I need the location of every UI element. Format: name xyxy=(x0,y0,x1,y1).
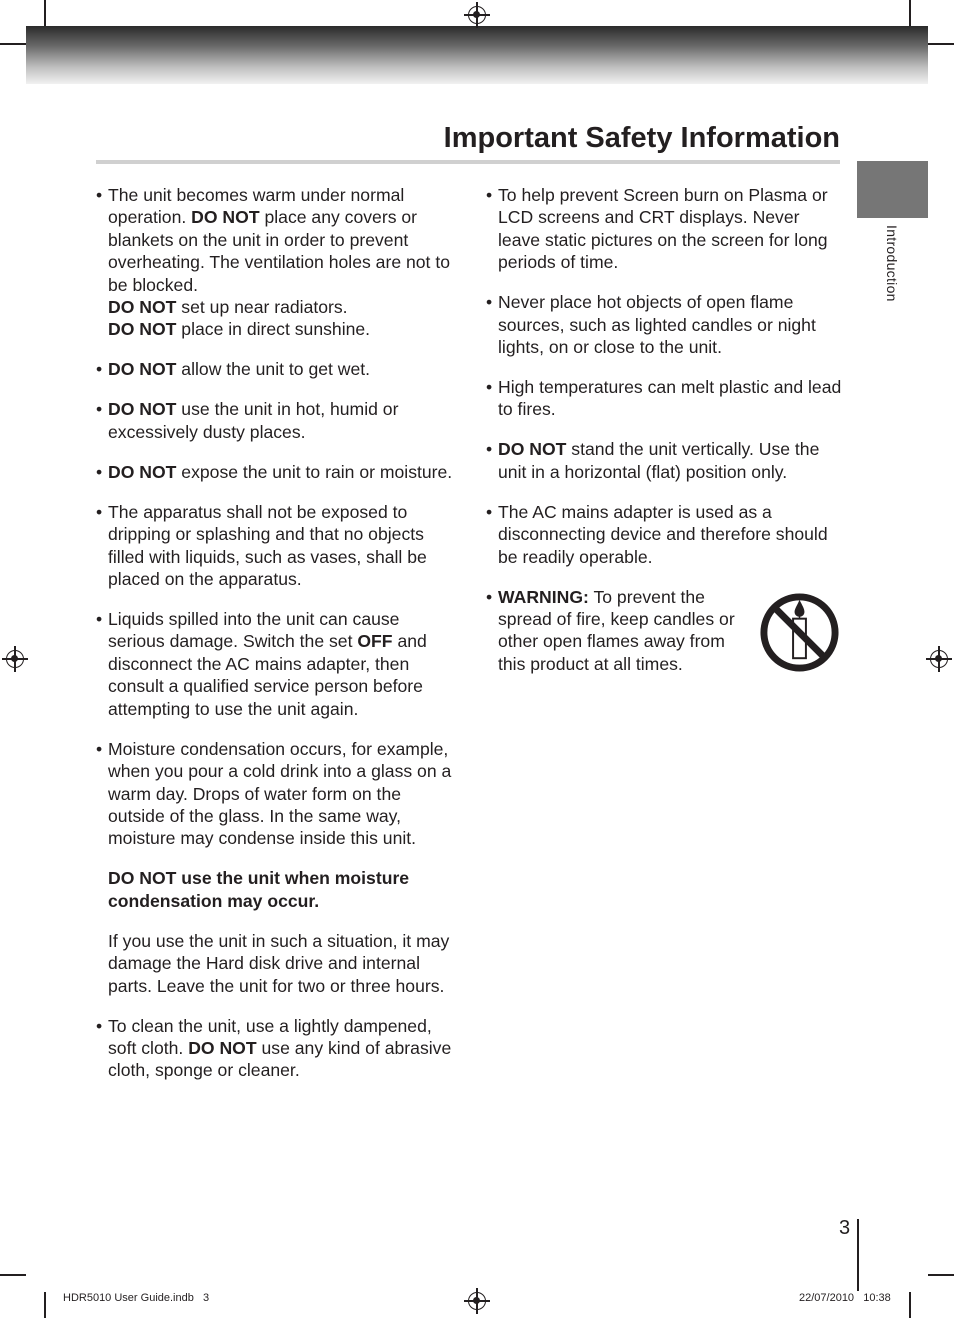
left-column xyxy=(96,184,454,1099)
crop-mark xyxy=(44,1292,46,1318)
title-divider xyxy=(96,160,840,164)
registration-mark-icon xyxy=(468,6,486,24)
page-title: Important Safety Information xyxy=(443,122,840,154)
moisture-warning: DO NOT use the unit when moisture condensation may occur. xyxy=(108,868,410,911)
moisture-note: If you use the unit in such a situation, it may damage the Hard disk drive and internal parts. Leave the unit for two or three hours. xyxy=(108,930,450,996)
section-tab xyxy=(857,161,928,218)
list-item: • High temperatures can melt plastic and lead to fires. xyxy=(486,376,842,421)
registration-mark-icon xyxy=(468,1292,486,1310)
footer-file: HDR5010 User Guide.indb 3 xyxy=(63,1292,210,1304)
footer-datetime: 22/07/2010 10:38 xyxy=(799,1292,891,1304)
list-item: • WARNING: To prevent the spread of fire, keep candles or other open flames away from this product at all times. xyxy=(486,586,738,676)
list-item: • DO NOT stand the unit vertically. Use the unit in a horizontal (flat) position only. xyxy=(486,438,842,483)
list-item: • Never place hot objects of open flame sources, such as lighted candles or night lights, on or close to the unit. xyxy=(486,291,842,358)
section-tab-label: Introduction xyxy=(884,225,900,302)
registration-mark-icon xyxy=(930,650,948,668)
page-number: 3 xyxy=(839,1217,851,1239)
page-number-rule xyxy=(857,1219,859,1291)
crop-mark xyxy=(0,43,26,45)
list-item: • Liquids spilled into the unit can cause serious damage. Switch the set OFF and disconnect the AC mains adapter, then consult a qualified service person before attempting to use the unit again. xyxy=(96,608,454,720)
crop-mark xyxy=(0,1274,26,1276)
list-item: • The unit becomes warm under normal operation. DO NOT place any covers or blankets on the unit in order to prevent overheating. The ventilation holes are not to be blocked. DO NOT set up near radiators. DO NOT place in direct sunshine. xyxy=(96,184,454,341)
list-item: • DO NOT use the unit in hot, humid or excessively dusty places. xyxy=(96,398,454,443)
list-item: • The apparatus shall not be exposed to dripping or splashing and that no objects filled with liquids, such as vases, shall be placed on the apparatus. xyxy=(96,501,454,591)
list-item: • Moisture condensation occurs, for example, when you pour a cold drink into a glass on a warm day. Drops of water form on the outside of the glass. In the same way, moisture may condense inside this unit. xyxy=(96,738,454,850)
list-item: • The AC mains adapter is used as a disconnecting device and therefore should be readily operable. xyxy=(486,501,842,568)
list-item: • DO NOT allow the unit to get wet. xyxy=(96,358,454,380)
crop-mark xyxy=(909,0,911,26)
crop-mark xyxy=(928,1274,954,1276)
header-band xyxy=(26,26,928,84)
registration-mark-icon xyxy=(6,650,24,668)
crop-mark xyxy=(928,43,954,45)
list-item: • DO NOT expose the unit to rain or moisture. xyxy=(96,461,454,483)
crop-mark xyxy=(44,0,46,26)
crop-mark xyxy=(909,1292,911,1318)
list-item: • To clean the unit, use a lightly dampened, soft cloth. DO NOT use any kind of abrasive cloth, sponge or cleaner. xyxy=(96,1015,454,1082)
no-open-flame-icon xyxy=(758,591,841,674)
list-item: • To help prevent Screen burn on Plasma or LCD screens and CRT displays. Never leave static pictures on the screen for long periods of time. xyxy=(486,184,842,274)
